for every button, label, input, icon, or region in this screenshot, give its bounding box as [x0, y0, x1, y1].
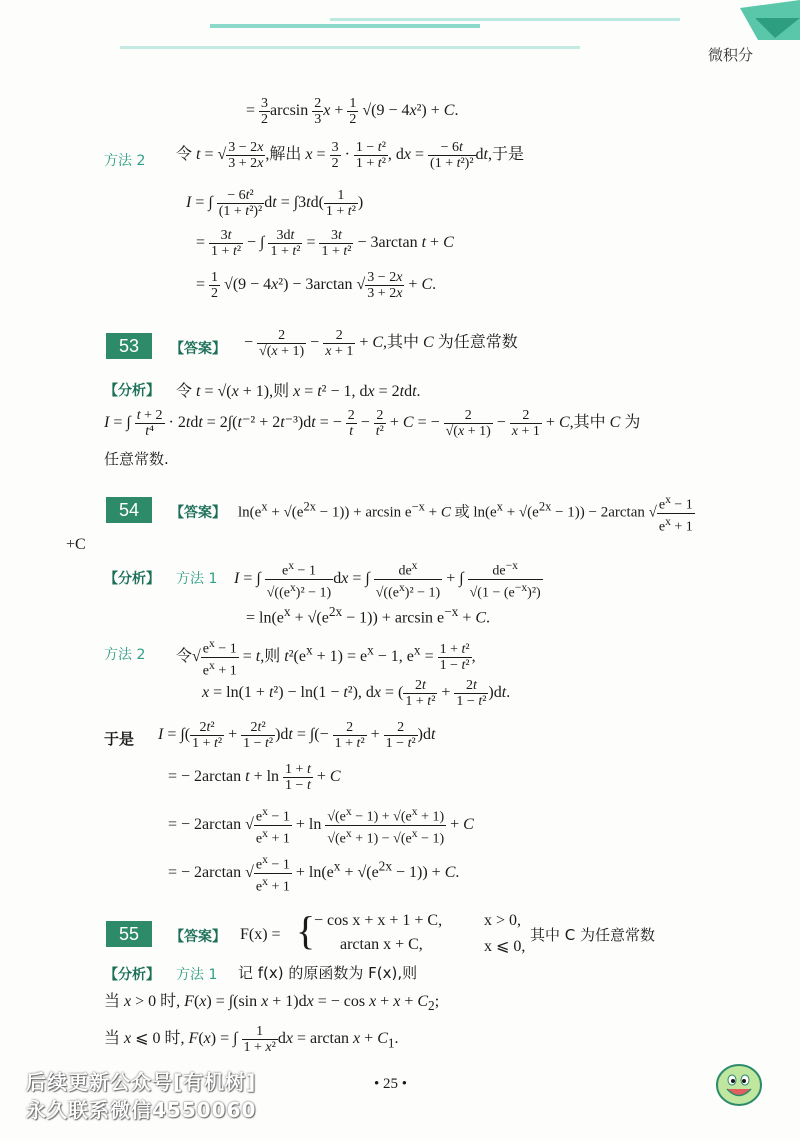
problem-53-badge: 53: [106, 333, 152, 359]
watermark-line1: 后续更新公众号[有机树]: [26, 1070, 257, 1094]
q55-cond2: x ⩽ 0,: [484, 938, 526, 955]
q55-method1-label: 方法 1: [176, 967, 218, 983]
q55-line1: 当 x > 0 时, F(x) = ∫(sin x + 1)dx = − $\cos x + x + C_2$;: [104, 993, 440, 1014]
q55-answer-lhs: F(x) =: [240, 926, 281, 943]
q54-answer-tag: 【答案】: [170, 505, 226, 521]
q54-m2-line5: = − 2arctan √ $\frac{e^x - 1}{e^x + 1}$ + ln $\frac{√(e^x - 1) + √(e^x + 1)}{√(e^x + 1) - √(e^x - 1)}$ + C: [168, 805, 474, 847]
q54-m1-line1: I = ∫ $\frac{e^x - 1}{√((e^x)^2 - 1)}$ dx = ∫ $\frac{de^x}{√((e^x)^2 - 1)}$ + ∫ $\frac{de^{-x}}{√(1 - (e^{-x})^2)}$: [234, 559, 541, 601]
q55-case2: arctan x + C,: [340, 936, 423, 953]
q54-m2-line6: = − 2arctan √ $\frac{e^x - 1}{e^x + 1}$ + $\ln(e^x + √(e^{2x} - 1)) + C$.: [168, 853, 460, 895]
q55-cond1: x > 0,: [484, 912, 522, 929]
q54-method2-label: 方法 2: [104, 647, 146, 663]
watermark-line2: 永久联系微信4550060: [26, 1098, 257, 1122]
q54-m2-line4: = − 2arctan t + ln $\frac{1 + t}{1 - t}$ + C: [168, 762, 341, 793]
q55-analysis-tag: 【分析】: [104, 967, 160, 983]
q54-m1-line2: = $\ln(e^x + √(e^{2x} - 1)) + \arcsin e^{-x} + C$.: [246, 604, 491, 627]
header-decoration: [0, 0, 800, 70]
q53-analysis-tag: 【分析】: [104, 383, 160, 399]
p52-line3: = $\frac{1}{2}$ √(9 − 4x²) − 3arctan √ $\frac{3 - 2x}{3 + 2x}$ + C.: [196, 270, 437, 301]
p52-line1: I = ∫ $\frac{\text{− 6t²}}{\text{(1 + t²)²}}$ dt = ∫3td( $\frac{1}{\text{1 + t²}}$ ): [186, 188, 364, 219]
q53-analysis-line: I = ∫ $\frac{t + 2}{\text{t⁴}}$ · 2tdt = 2∫(t⁻² + 2t⁻³)dt = − $\frac{2}{t}$ − $\frac{2}{\text{t²}}$ + C = − $\frac{2}{√(x + 1)}$ − $\frac{2}{x + 1}$ + C,其中 C 为: [104, 408, 641, 439]
q54-method1-label: 方法 1: [176, 571, 218, 587]
q54-m2-line2: x = ln(1 + t²) − ln(1 − t²), dx = ( $\frac{2t}{\text{1 + t²}}$ + $\frac{2t}{\text{1 − t²}}$ )dt.: [202, 678, 511, 709]
q55-answer-tail: 其中 C 为任意常数: [530, 926, 656, 944]
q53-answer: − $\frac{2}{√(x + 1)}$ − $\frac{2}{x + 1}$ + C,其中 C 为任意常数: [244, 328, 518, 359]
p52-line2: = $\frac{3t}{\text{1 + t²}}$ − ∫ $\frac{3dt}{\text{1 + t²}}$ = $\frac{3t}{\text{1 + t²}}$ − 3arctan t + C: [196, 228, 454, 259]
problem-54-badge: 54: [106, 497, 152, 523]
p52-continuation: = $\frac{3}{2}$ arcsin $\frac{2}{3}$ x + $\frac{1}{2}$ √(9 − 4x²) + C.: [246, 96, 459, 127]
q55-answer-tag: 【答案】: [170, 929, 226, 945]
smiley-icon: [714, 1062, 764, 1108]
page-number: • 25 •: [374, 1076, 408, 1092]
q55-line2: 当 x ⩽ 0 时, F(x) = ∫ $\frac{1}{\text{1 + x²}}$ dx = $\arctan x + C_1$.: [104, 1024, 399, 1055]
q53-answer-tag: 【答案】: [170, 341, 226, 357]
q54-answer: $\ln(e^x + √(e^{2x} - 1)) + \arcsin e^{-x} + C$ 或 $\ln(e^x + √(e^{2x} - 1)) - 2\arctan$ √ $\frac{e^x - 1}{e^x + 1}$: [238, 493, 693, 535]
q54-m2-line1: 令√ $\frac{e^x - 1}{e^x + 1}$ = t,则 $t^2(e^x + 1) = e^x - 1$, $e^x$ = $\frac{\text{1 + t²}}{\text{1 − t²}}$ ,: [176, 637, 476, 679]
q54-m2-line3: I = ∫( $\frac{\text{2t²}}{\text{1 + t²}}$ + $\frac{\text{2t²}}{\text{1 − t²}}$ )dt = ∫(− $\frac{2}{\text{1 + t²}}$ + $\frac{2}{\text{1 − t²}}$ )dt: [158, 720, 436, 751]
q55-intro: 记 f(x) 的原函数为 F(x),则: [238, 964, 418, 982]
q54-yushi: 于是: [104, 730, 135, 748]
p52-method2-intro: 令 t = √ $\frac{3 - 2x}{3 + 2x}$ ,解出 x = $\frac{3}{2}$ · $\frac{\text{1 − t²}}{\text{1 + t²}}$ , dx = $\frac{- 6t}{\text{(1 + t²)²}}$ dt,于是: [176, 140, 525, 171]
problem-55-badge: 55: [106, 921, 152, 947]
q53-analysis-end: 任意常数.: [104, 450, 169, 468]
section-title: 微积分: [708, 46, 754, 64]
q53-analysis-intro: 令 t = √(x + 1),则 x = t² − 1, dx = 2tdt.: [176, 383, 421, 400]
q54-analysis-tag: 【分析】: [104, 571, 160, 587]
q55-brace: {: [296, 908, 316, 953]
q55-case1: − cos x + x + 1 + C,: [314, 912, 443, 929]
p52-method2-label: 方法 2: [104, 153, 146, 169]
q54-answer-tail: +C: [66, 536, 86, 553]
